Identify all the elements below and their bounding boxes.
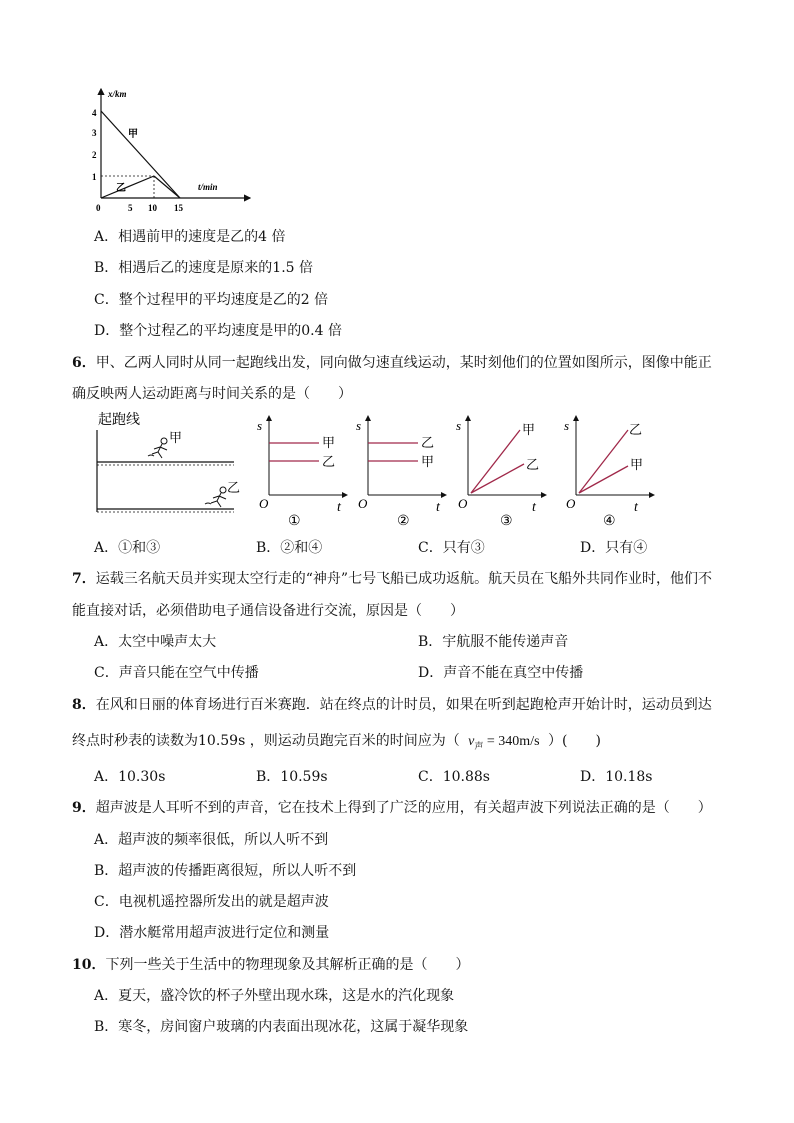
graph4-top-label: 乙 <box>629 422 643 437</box>
graph2-number: ② <box>397 514 410 529</box>
jia-line <box>101 111 180 198</box>
yi-label: 乙 <box>116 183 126 194</box>
axis-s: s <box>356 418 362 433</box>
formula-v: v <box>468 734 475 749</box>
speed-of-sound-formula <box>468 734 539 749</box>
q5-option-b: B．相遇后乙的速度是原来的1.5 倍 <box>94 260 314 276</box>
start-line-label: 起跑线 <box>98 413 140 428</box>
origin-label: 0 <box>96 203 101 213</box>
q8-option-c: C．10.88s <box>418 769 490 785</box>
q7-option-b: B．宇航服不能传递声音 <box>418 634 569 650</box>
q7-text: 运载三名航天员并实现太空行走的“神舟”七号飞船已成功返航。航天员在飞船外共同作业时，他们不 <box>95 571 713 587</box>
q5-option-c: C．整个过程甲的平均速度是乙的2 倍 <box>94 292 329 308</box>
jia-label: 甲 <box>128 129 138 140</box>
q10-number: 10． <box>72 957 106 973</box>
graph1-number: ① <box>288 514 301 529</box>
y-tick: 1 <box>92 172 97 182</box>
axis-s: s <box>257 418 263 433</box>
q6-graph-2 <box>354 412 454 532</box>
q6-graph-3 <box>454 412 554 532</box>
origin: O <box>458 496 468 511</box>
graph2-top-label: 乙 <box>421 435 435 450</box>
q6-graph-1 <box>255 412 355 532</box>
graph2-bottom-label: 甲 <box>421 454 435 469</box>
q7-option-a: A．太空中噪声太大 <box>94 634 217 650</box>
formula-sub: 声 <box>474 740 484 751</box>
q8-option-b: B．10.59s <box>256 769 328 785</box>
q6-stem-line1 <box>72 353 712 373</box>
runner-jia-icon <box>148 438 167 458</box>
q7-stem-line1 <box>72 569 712 589</box>
runner-jia-label: 甲 <box>169 430 183 445</box>
graph4-number: ④ <box>603 514 616 529</box>
axis-s: s <box>564 418 570 433</box>
q7-number: 7． <box>72 571 96 587</box>
q9-option-a: A．超声波的频率很低，所以人听不到 <box>94 832 329 848</box>
q10-option-b: B．寒冬，房间窗户玻璃的内表面出现冰花，这属于凝华现象 <box>94 1019 469 1035</box>
yi-line-before <box>101 176 154 198</box>
q9-text: 超声波是人耳听不到的声音，它在技术上得到了广泛的应用，有关超声波下列说法正确的是（ ） <box>95 800 712 816</box>
x-axis-label: t/min <box>198 182 218 192</box>
origin: O <box>259 496 269 511</box>
graph4-bottom-label: 甲 <box>630 457 644 472</box>
q6-option-d: D．只有④ <box>580 540 648 556</box>
y-tick: 4 <box>92 108 97 118</box>
y-tick: 2 <box>92 150 97 160</box>
axis-s: s <box>456 418 462 433</box>
axis-t: t <box>436 500 440 515</box>
q8-stem-line1 <box>72 695 712 715</box>
q6-option-b: B．②和④ <box>256 540 323 556</box>
q8-stem-line2 <box>72 731 601 756</box>
q9-number: 9． <box>72 800 96 816</box>
axis-t: t <box>337 500 341 515</box>
q6-graph-4 <box>562 412 662 532</box>
q9-option-d: D．潜水艇常用超声波进行定位和测量 <box>94 925 330 941</box>
graph3-bottom-label: 乙 <box>526 457 540 472</box>
q9-option-b: B．超声波的传播距离很短，所以人听不到 <box>94 863 357 879</box>
origin: O <box>358 496 368 511</box>
q9-option-c: C．电视机遥控器所发出的就是超声波 <box>94 894 329 910</box>
race-track-figure <box>92 410 242 520</box>
axis-t: t <box>532 500 536 515</box>
q7-stem-line2: 能直接对话，必须借助电子通信设备进行交流，原因是（ ） <box>72 603 464 619</box>
graph3-top-label: 甲 <box>522 422 536 437</box>
runner-yi-icon <box>205 487 226 507</box>
formula-rest: = 340m/s <box>483 734 540 749</box>
q6-option-c: C．只有③ <box>418 540 485 556</box>
q8-text: 在风和日丽的体育场进行百米赛跑．站在终点的计时员，如果在听到起跑枪声开始计时，运动员到达 <box>95 697 712 713</box>
y-tick: 3 <box>92 128 97 138</box>
x-tick: 15 <box>174 203 183 213</box>
q8-option-a: A．10.30s <box>94 769 166 785</box>
q10-stem <box>72 955 469 975</box>
q7-option-c: C．声音只能在空气中传播 <box>94 665 259 681</box>
graph3-number: ③ <box>500 514 513 529</box>
q8-line2-post: ）( ) <box>547 733 601 749</box>
origin: O <box>566 496 576 511</box>
graph1-top-label: 甲 <box>322 435 336 450</box>
q6-number: 6． <box>72 355 96 371</box>
q7-option-d: D．声音不能在真空中传播 <box>418 665 584 681</box>
y-axis-label: x/km <box>108 89 127 99</box>
runner-yi-label: 乙 <box>227 480 241 495</box>
axis-t: t <box>634 500 638 515</box>
distance-time-graph <box>90 85 260 215</box>
q6-stem-line2: 确反映两人运动距离与时间关系的是（ ） <box>72 386 352 402</box>
q9-stem <box>72 798 712 818</box>
x-tick: 10 <box>148 203 157 213</box>
q5-option-d: D．整个过程乙的平均速度是甲的0.4 倍 <box>94 323 342 339</box>
q10-option-a: A．夏天，盛冷饮的杯子外壁出现水珠，这是水的汽化现象 <box>94 988 455 1004</box>
q10-text: 下列一些关于生活中的物理现象及其解析正确的是（ ） <box>105 957 470 973</box>
graph1-bottom-label: 乙 <box>322 454 336 469</box>
q6-option-a: A．①和③ <box>94 540 161 556</box>
q8-option-d: D．10.18s <box>580 769 653 785</box>
q5-option-a: A．相遇前甲的速度是乙的4 倍 <box>94 229 286 245</box>
q8-line2-pre: 终点时秒表的读数为10.59s ，则运动员跑完百米的时间应为（ <box>72 733 460 749</box>
q6-text: 甲、乙两人同时从同一起跑线出发，同向做匀速直线运动，某时刻他们的位置如图所示，图像中能正 <box>95 355 712 371</box>
yi-line-after <box>154 176 180 198</box>
q8-number: 8． <box>72 697 96 713</box>
x-tick: 5 <box>128 203 133 213</box>
